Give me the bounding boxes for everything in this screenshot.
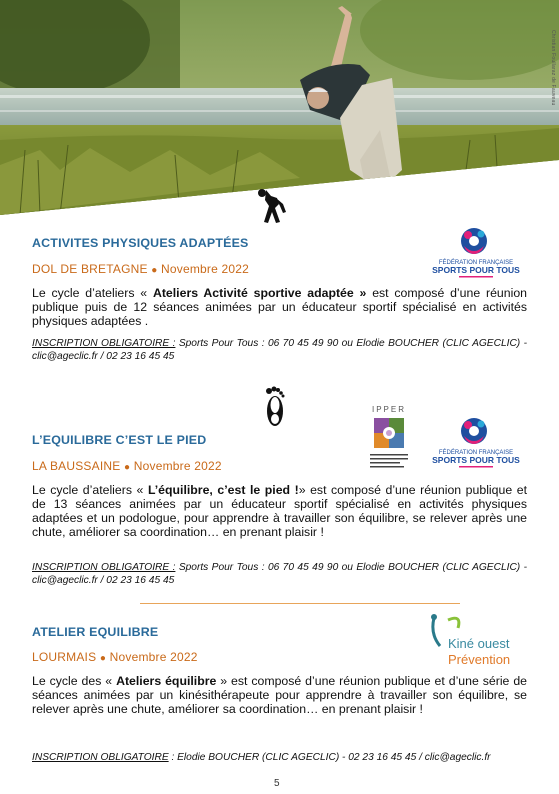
ipper-name: IPPER xyxy=(371,405,407,414)
section-3-place-date xyxy=(32,650,198,664)
kine-line2: Prévention xyxy=(448,652,511,667)
kine-line1: Kiné ouest xyxy=(448,636,510,651)
bullet-icon: ● xyxy=(151,265,158,276)
section-1-place-date xyxy=(32,262,249,276)
section-3-inscription xyxy=(32,751,527,764)
section-1-date: Novembre 2022 xyxy=(161,262,250,276)
kine-ouest-prevention-logo xyxy=(428,612,532,670)
inscription-text: Sports Pour Tous : 06 70 45 49 90 ou Elodie BOUCHER (CLIC AGECLIC) - clic@ageclic.fr / 02 23 16 45 45 xyxy=(32,562,527,586)
bullet-icon: ● xyxy=(124,462,131,473)
inscription-text: : Elodie BOUCHER (CLIC AGECLIC) - 02 23 16 45 45 / clic@ageclic.fr xyxy=(168,752,491,763)
body-text: » est composé d’une réunion publique et de 13 séances animées par un éducateur sportif spécialisé en activités physiques adaptées et un podologue, pour apprendre à travailler son équilibre, se relever après une chute, améliorer sa coordination… en prenant plaisir ! xyxy=(32,483,527,539)
bullet-icon: ● xyxy=(99,653,107,664)
person-stretching-icon xyxy=(255,186,289,224)
ffspt-logo xyxy=(426,222,526,280)
section-1-title: ACTIVITES PHYSIQUES ADAPTÉES xyxy=(32,236,249,250)
section-3-place: LOURMAIS xyxy=(32,650,97,664)
body-bold: Ateliers Activité sportive adaptée » xyxy=(152,286,367,300)
inscription-label: INSCRIPTION OBLIGATOIRE : xyxy=(32,338,176,349)
body-text: Le cycle des « xyxy=(32,674,117,688)
ffspt-line1: FÉDÉRATION FRANÇAISE xyxy=(438,450,514,456)
footprint-icon xyxy=(263,385,287,427)
inscription-text: Sports Pour Tous : 06 70 45 49 90 ou Elodie BOUCHER (CLIC AGECLIC) - clic@ageclic.fr / 02 23 16 45 45 xyxy=(32,338,527,362)
ffspt-line2: SPORTS POUR TOUS xyxy=(432,455,520,465)
ffspt-line2: SPORTS POUR TOUS xyxy=(432,265,520,275)
section-2-body xyxy=(32,483,527,539)
hero-photo xyxy=(0,0,559,215)
body-text: est composé d’une réunion publique puis de 12 séances animées par un éducateur sportif spécialisé en activités physiques adaptées . xyxy=(32,286,528,328)
section-2-place-date xyxy=(32,459,222,473)
section-1-place: DOL DE BRETAGNE xyxy=(32,262,148,276)
body-text: Le cycle d’ateliers « xyxy=(32,286,153,300)
section-3-title: ATELIER EQUILIBRE xyxy=(32,625,159,639)
page-number: 5 xyxy=(274,778,280,789)
photo-credit: Christian Foullaraz de Fauveau xyxy=(550,30,556,106)
section-2-date: Novembre 2022 xyxy=(133,459,222,473)
body-bold: L’équilibre, c’est le pied ! xyxy=(147,483,299,497)
ffspt-line1: FÉDÉRATION FRANÇAISE xyxy=(438,260,514,266)
section-divider xyxy=(140,603,460,604)
section-3-body xyxy=(32,674,527,716)
section-2-place: LA BAUSSAINE xyxy=(32,459,121,473)
section-1-body xyxy=(32,286,527,328)
inscription-label: INSCRIPTION OBLIGATOIRE : xyxy=(32,562,176,573)
inscription-label: INSCRIPTION OBLIGATOIRE xyxy=(32,752,169,763)
section-1-inscription xyxy=(32,337,527,363)
section-3-date: Novembre 2022 xyxy=(109,650,198,664)
ipper-logo xyxy=(360,404,418,476)
body-text: » est composé d’une réunion publique et d’une série de séances animées par un kinésithérapeute pour apprendre à travailler son équilibre, se relever après une chute, améliorer sa coordination… en prenant plaisir ! xyxy=(32,674,527,716)
section-2-title: L’EQUILIBRE C’EST LE PIED xyxy=(32,433,207,447)
ffspt-logo xyxy=(426,412,526,470)
body-text: Le cycle d’ateliers « xyxy=(32,483,148,497)
body-bold: Ateliers équilibre xyxy=(116,674,217,688)
section-2-inscription xyxy=(32,561,527,587)
